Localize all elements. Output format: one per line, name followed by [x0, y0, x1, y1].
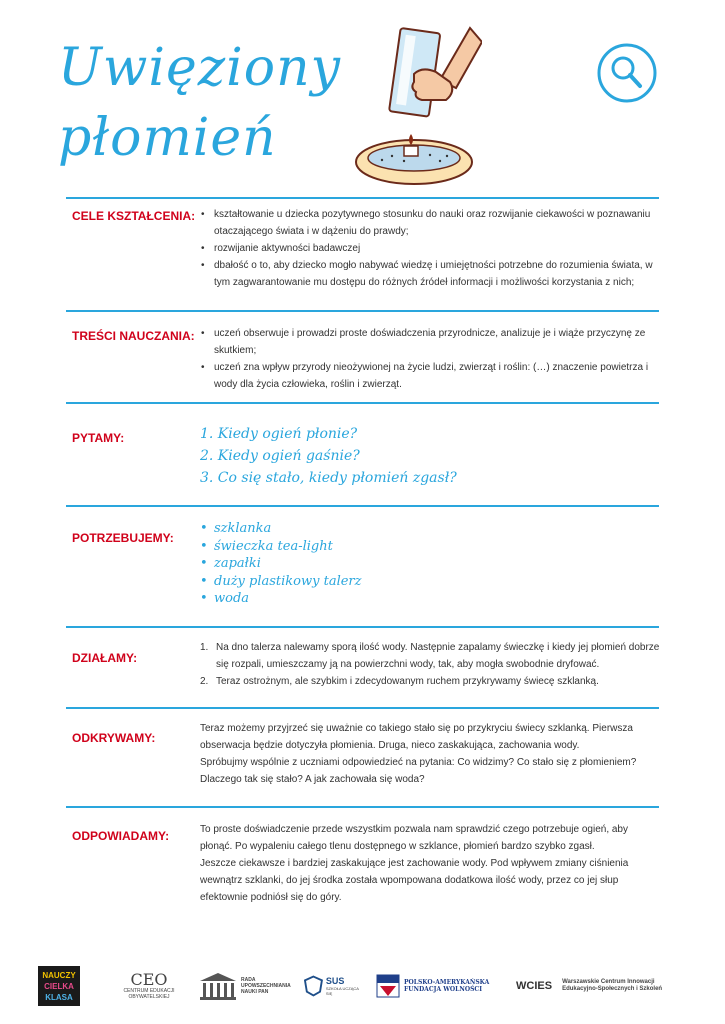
paragraph: Teraz możemy przyjrzeć się uważnie co takiego stało się po przykryciu świecy szklanką. Pierwsza obserwacja będzie dotyczyła płomienia. Druga, nieco zaskakująca, zachowania wody.	[200, 723, 633, 751]
list-item: • woda	[200, 590, 362, 608]
partner-logos	[38, 966, 678, 1006]
title-line-2: płomień	[58, 108, 277, 168]
paragraph: To proste doświadczenie przede wszystkim pozwala nam sprawdzić czego potrzebuje ogień, aby płonąć. Po wypaleniu całego tlenu dostępnego w szklance, płomień bardzo szybko zgasł.	[200, 824, 628, 852]
divider	[66, 402, 659, 404]
shield-icon	[304, 975, 323, 997]
list-item: • rozwijanie aktywności badawczej	[200, 240, 660, 257]
section-body-odpowiadamy	[200, 821, 660, 906]
section-label-tresci: TREŚCI NAUCZANIA:	[72, 329, 195, 343]
list-item: 2. Teraz ostrożnym, ale szybkim i zdecydowanym ruchem przykrywamy świecę szklanką.	[200, 676, 599, 687]
list-item: • świeczka tea-light	[200, 538, 362, 556]
glass-candle-illustration	[352, 22, 482, 190]
section-label-dzialamy: DZIAŁAMY:	[72, 651, 138, 665]
section-body-potrzebujemy	[200, 520, 362, 608]
divider	[66, 310, 659, 312]
paragraph: Jeszcze ciekawsze i bardziej zaskakujące jest zachowanie wody. Pod wpływem zmiany ciśnienia wewnątrz szklanki, do jej środka została wpompowana dodatkowa ilość wody, przez co jej słup efektownie podniósł się do góry.	[200, 858, 629, 903]
nauczycielka-klasa-logo: NAUCZY CIELKA KLASA	[38, 966, 80, 1006]
paragraph: Spróbujmy wspólnie z uczniami odpowiedzieć na pytania: Co widzimy? Co stało się z płomieniem? Dlaczego tak się stało? A jak zachowała się woda?	[200, 757, 637, 785]
section-label-odpowiadamy: ODPOWIADAMY:	[72, 829, 170, 843]
divider	[66, 707, 659, 709]
pafw-emblem-icon	[376, 974, 400, 998]
list-item: • szklanka	[200, 520, 362, 538]
pafw-logo: POLSKO-AMERYKAŃSKA FUNDACJA WOLNOŚCI	[376, 966, 496, 1006]
section-body-tresci	[200, 325, 660, 393]
ceo-logo: CEO CENTRUM EDUKACJI OBYWATELSKIEJ	[123, 970, 175, 1000]
section-body-cele	[200, 206, 660, 291]
magnifier-icon	[596, 42, 658, 104]
section-label-odkrywamy: ODKRYWAMY:	[72, 731, 156, 745]
list-item: • duży plastikowy talerz	[200, 573, 362, 591]
section-body-odkrywamy	[200, 720, 660, 788]
list-item: • uczeń zna wpływ przyrody nieożywionej na życie ludzi, zwierząt i roślin: (…) znaczenie powietrza i wody dla życia człowieka, roślin i zwierząt.	[200, 359, 660, 393]
question: 3. Co się stało, kiedy płomień zgasł?	[200, 470, 457, 486]
section-label-pytamy: PYTAMY:	[72, 431, 125, 445]
question: 2. Kiedy ogień gaśnie?	[200, 448, 360, 464]
divider	[66, 806, 659, 808]
list-item: • kształtowanie u dziecka pozytywnego stosunku do nauki oraz rozwijanie ciekawości w poznawaniu otaczającego świata i w dążeniu do prawdy;	[200, 206, 660, 240]
building-icon	[198, 971, 238, 1001]
divider	[66, 197, 659, 199]
section-body-pytamy	[200, 423, 457, 489]
sus-logo: SUS SZKOŁA UCZĄCA SIĘ	[304, 966, 364, 1006]
list-item: • uczeń obserwuje i prowadzi proste doświadczenia przyrodnicze, analizuje je i wiąże przyczynę ze skutkiem;	[200, 325, 660, 359]
section-label-potrzebujemy: POTRZEBUJEMY:	[72, 531, 174, 545]
list-item: 1. Na dno talerza nalewamy sporą ilość wody. Następnie zapalamy świeczkę i kiedy jej płomień dobrze się rozpali, umieszczamy ją na powierzchni wody, tak, aby mogła swobodnie dryfować.	[200, 642, 660, 670]
list-item: • zapałki	[200, 555, 362, 573]
question: 1. Kiedy ogień płonie?	[200, 426, 358, 442]
section-body-dzialamy	[200, 639, 660, 690]
section-label-cele: CELE KSZTAŁCENIA:	[72, 209, 196, 223]
divider	[66, 626, 659, 628]
divider	[66, 505, 659, 507]
title-line-1: Uwięziony	[58, 38, 341, 98]
wcies-logo: WCIES Warszawskie Centrum Innowacji Edukacyjno-Społecznych i Szkoleń	[516, 979, 663, 992]
rada-pan-logo: RADA UPOWSZECHNIANIA NAUKI PAN	[198, 966, 290, 1006]
list-item: • dbałość o to, aby dziecko mogło nabywać wiedzę i umiejętności potrzebne do rozumienia świata, w tym zagwarantowanie mu dostępu do różnych źródeł informacji i możliwości korzystania z nich;	[200, 257, 660, 291]
